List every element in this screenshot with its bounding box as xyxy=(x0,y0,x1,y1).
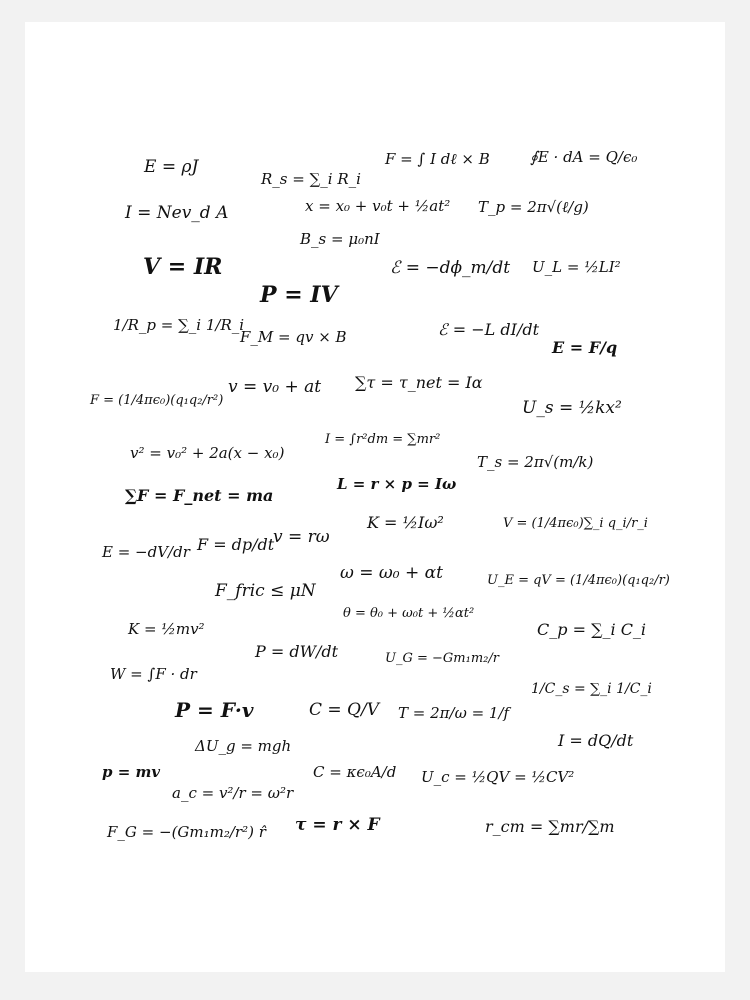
equation: V = IR xyxy=(143,254,223,280)
equation: K = ½Iω² xyxy=(367,513,444,532)
equation: K = ½mv² xyxy=(128,620,205,638)
equation: 1/R_p = ∑_i 1/R_i xyxy=(113,316,245,334)
equation: C = κϵ₀A/d xyxy=(313,763,397,781)
equation: 1/C_s = ∑_i 1/C_i xyxy=(531,681,652,697)
equation: F = ∫ I dℓ × B xyxy=(385,150,490,168)
equation: ω = ω₀ + αt xyxy=(340,563,443,583)
equation: F_G = −(Gm₁m₂/r²) r̂ xyxy=(107,823,266,841)
equation: U_c = ½QV = ½CV² xyxy=(421,768,575,786)
equation: C_p = ∑_i C_i xyxy=(537,620,647,639)
equation: F_M = qv × B xyxy=(240,328,347,346)
equation: a_c = v²/r = ω²r xyxy=(172,784,294,802)
equation: θ = θ₀ + ω₀t + ½αt² xyxy=(343,606,475,621)
equation: C = Q/V xyxy=(309,700,380,720)
equation: R_s = ∑_i R_i xyxy=(261,170,361,188)
equation: E = −dV/dr xyxy=(102,543,190,561)
equation: x = x₀ + v₀t + ½at² xyxy=(305,197,451,215)
equation: ℰ = −dϕ_m/dt xyxy=(390,258,511,278)
equation: ∑F = F_net = ma xyxy=(125,486,274,505)
equation: T_s = 2π√(m/k) xyxy=(477,453,594,471)
equation: T_p = 2π√(ℓ/g) xyxy=(478,198,589,216)
equation: F = (1/4πϵ₀)(q₁q₂/r²) xyxy=(90,393,224,408)
equation: v² = v₀² + 2a(x − x₀) xyxy=(130,444,285,462)
equation: v = rω xyxy=(273,527,330,547)
formula-sheet xyxy=(25,22,725,972)
equation: U_L = ½LI² xyxy=(532,258,621,276)
equation: E = F/q xyxy=(552,338,618,357)
equation: F_fric ≤ μN xyxy=(215,581,316,601)
equation: B_s = μ₀nI xyxy=(300,230,380,248)
equation: ∮E · dA = Q/ϵ₀ xyxy=(530,148,638,166)
equation: U_G = −Gm₁m₂/r xyxy=(385,651,499,666)
equation: ∑τ = τ_net = Iα xyxy=(355,373,483,392)
equation: r_cm = ∑mr/∑m xyxy=(485,817,615,836)
equation: τ = r × F xyxy=(295,815,380,835)
equation: V = (1/4πϵ₀)∑_i q_i/r_i xyxy=(503,516,648,531)
equation: P = IV xyxy=(260,282,338,308)
equation: U_s = ½kx² xyxy=(522,398,622,418)
equation: I = ∫r²dm = ∑mr² xyxy=(325,432,441,447)
equation: ℰ = −L dI/dt xyxy=(438,320,540,339)
equation: W = ∫F · dr xyxy=(110,665,197,683)
equation: P = F·v xyxy=(175,698,254,722)
equation: P = dW/dt xyxy=(255,642,339,661)
equation: L = r × p = Iω xyxy=(337,475,457,493)
equation: E = ρJ xyxy=(144,157,199,177)
equation: v = v₀ + at xyxy=(228,377,322,397)
equation: U_E = qV = (1/4πϵ₀)(q₁q₂/r) xyxy=(487,573,670,588)
equation: ΔU_g = mgh xyxy=(195,737,292,755)
equation: F = dp/dt xyxy=(197,535,275,554)
equation: I = dQ/dt xyxy=(558,731,634,750)
equation: T = 2π/ω = 1/f xyxy=(398,704,510,722)
equation: I = Nev_d A xyxy=(125,203,229,223)
equation: p = mv xyxy=(102,763,161,781)
